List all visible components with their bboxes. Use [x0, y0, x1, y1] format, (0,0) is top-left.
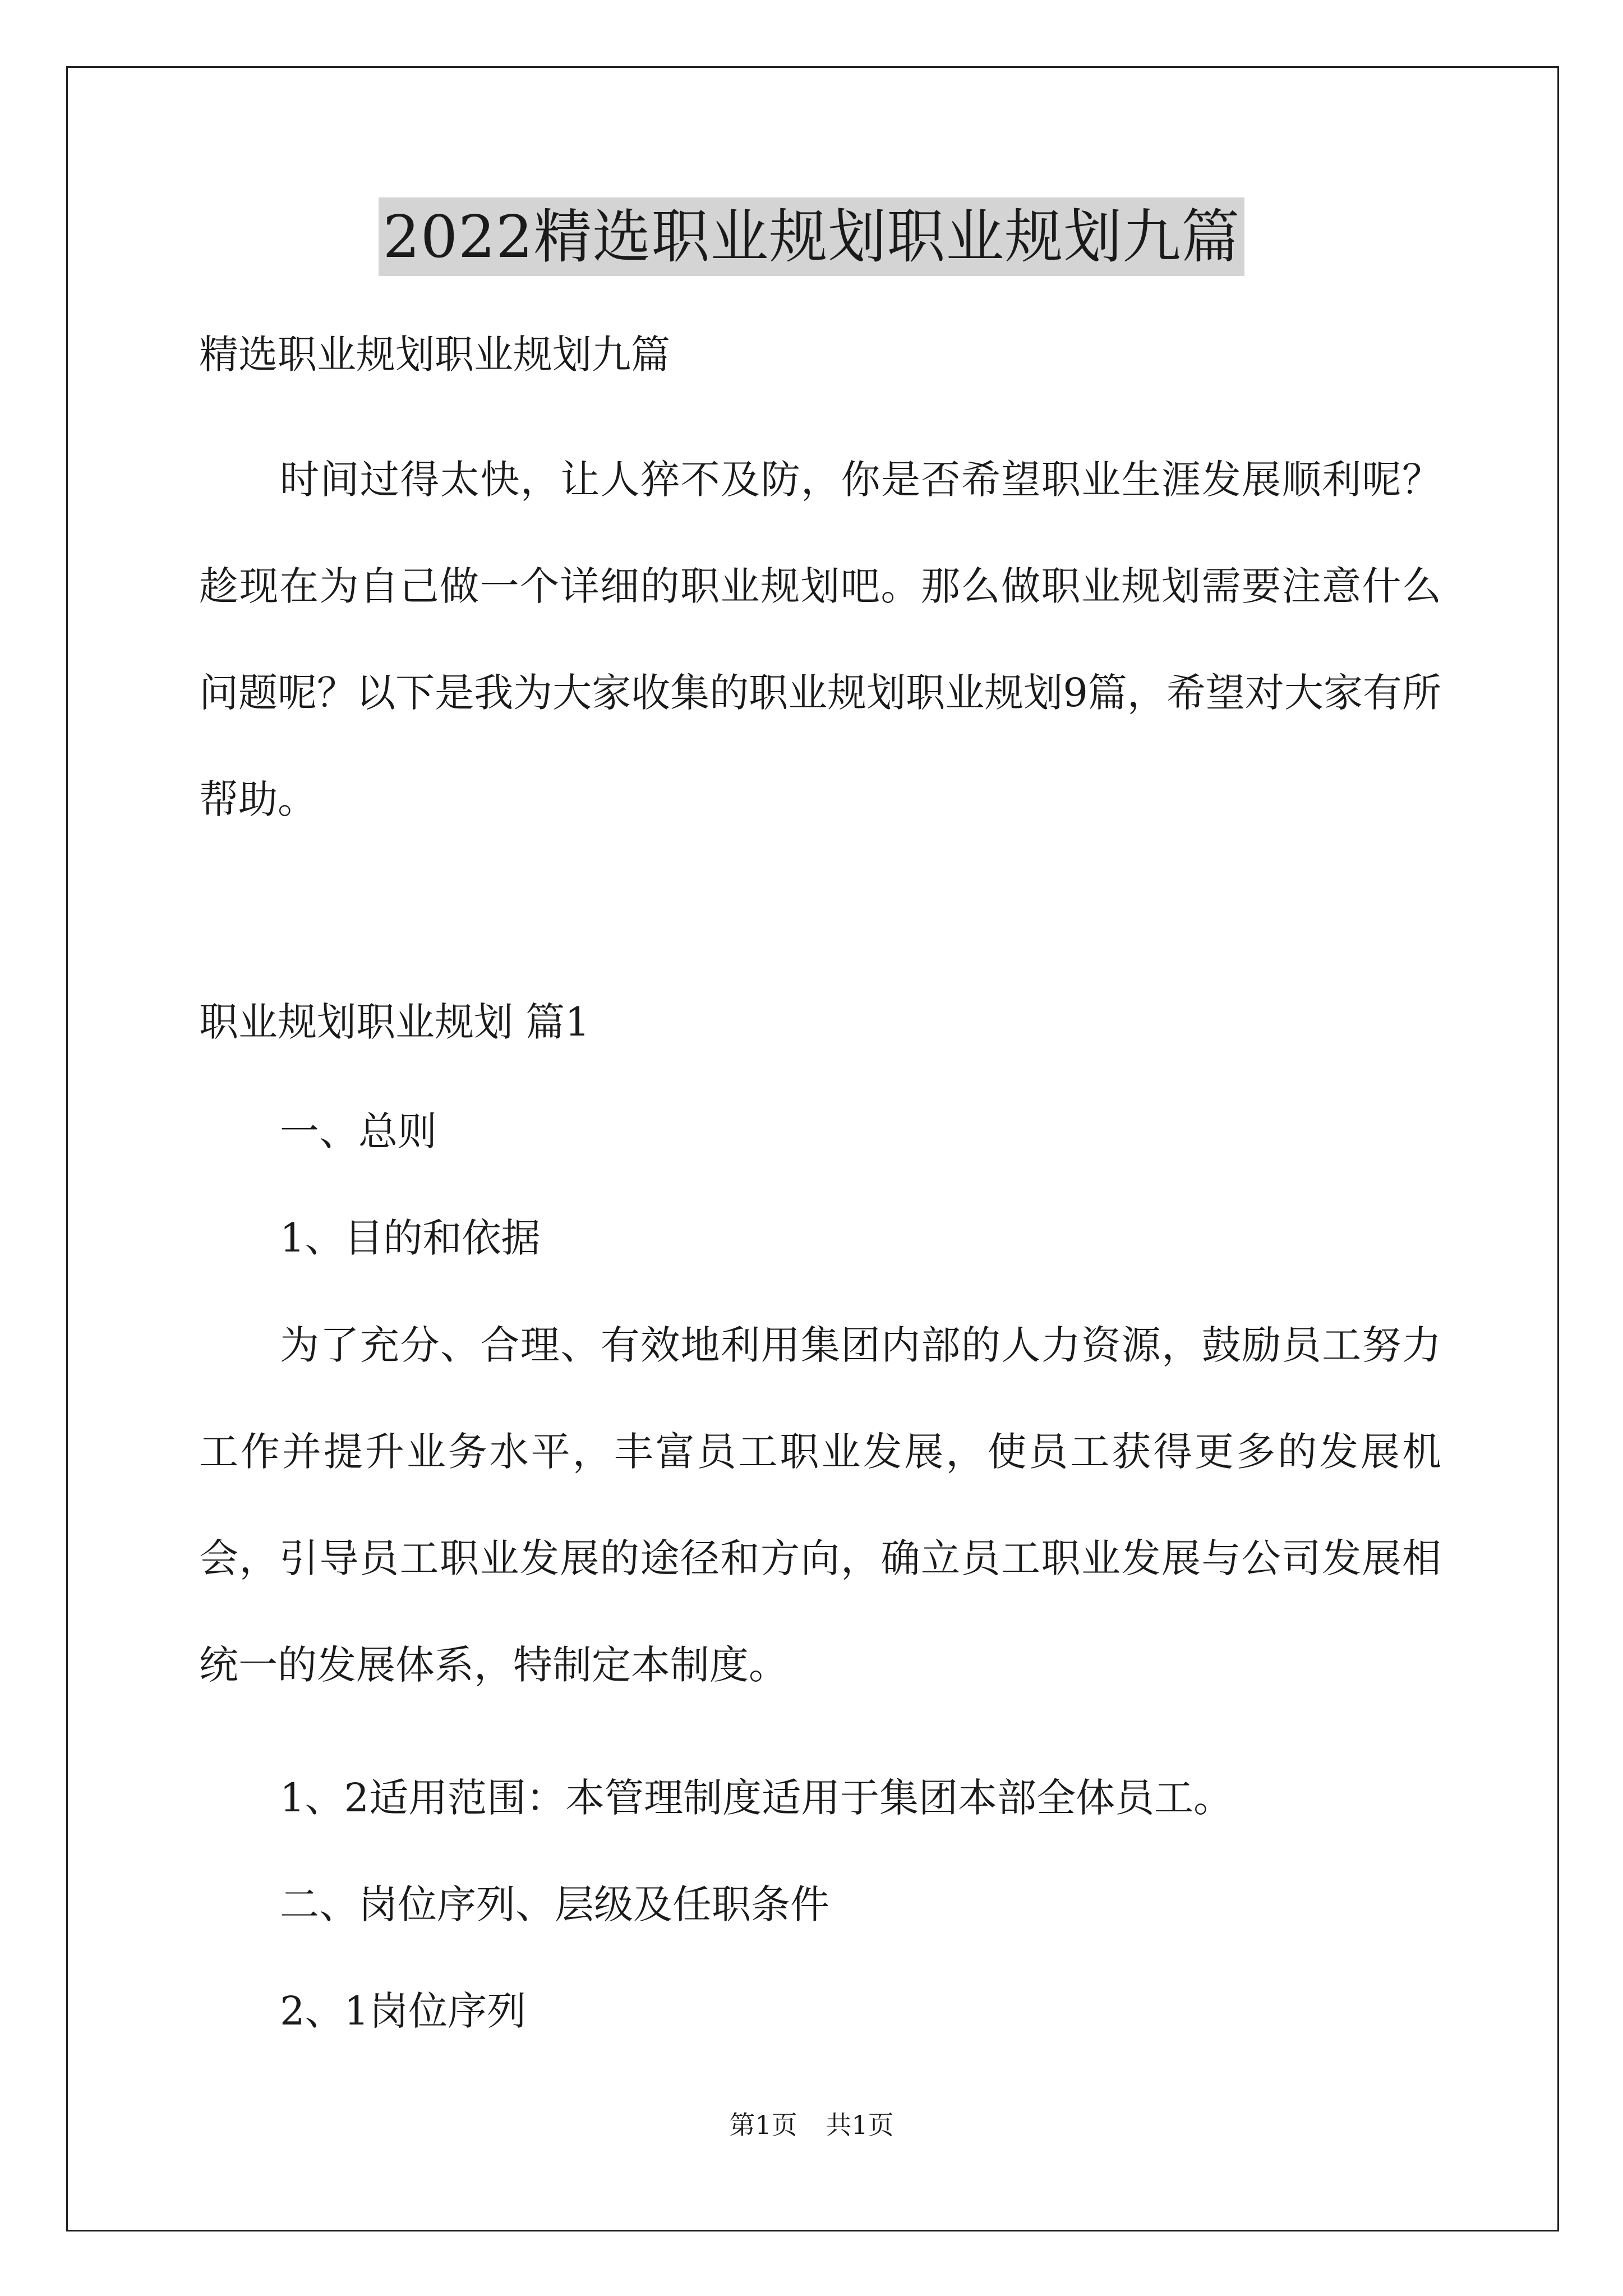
heading-general: 一、总则: [280, 1108, 437, 1154]
heading-purpose: 1、目的和依据: [280, 1215, 541, 1261]
scope-paragraph: 1、2适用范围：本管理制度适用于集团本部全体员工。: [280, 1775, 1233, 1821]
document-body: [199, 306, 1441, 2038]
heading-positions: 二、岗位序列、层级及任职条件: [280, 1881, 829, 1927]
heading-position-sequence: 2、1岗位序列: [280, 1988, 527, 2034]
title-container: [0, 197, 1623, 276]
page-total: 共1页: [826, 2110, 894, 2140]
intro-paragraph: 时间过得太快，让人猝不及防，你是否希望职业生涯发展顺利呢？趁现在为自己做一个详细的职业规划吧。那么做职业规划需要注意什么问题呢？以下是我为大家收集的职业规划职业规划9篇，希望对大家有所帮助。: [199, 457, 1441, 822]
subtitle: 精选职业规划职业规划九篇: [199, 332, 670, 378]
document-title: 2022精选职业规划职业规划九篇: [379, 197, 1245, 276]
purpose-paragraph: 为了充分、合理、有效地利用集团内部的人力资源，鼓励员工努力工作并提升业务水平，丰富员工职业发展，使员工获得更多的发展机会，引导员工职业发展的途径和方向，确立员工职业发展与公司发展相统一的发展体系，特制定本制度。: [199, 1322, 1441, 1688]
section-heading: 职业规划职业规划 篇1: [199, 999, 590, 1045]
page-number: 第1页: [729, 2110, 797, 2140]
page-footer: [0, 2108, 1623, 2142]
